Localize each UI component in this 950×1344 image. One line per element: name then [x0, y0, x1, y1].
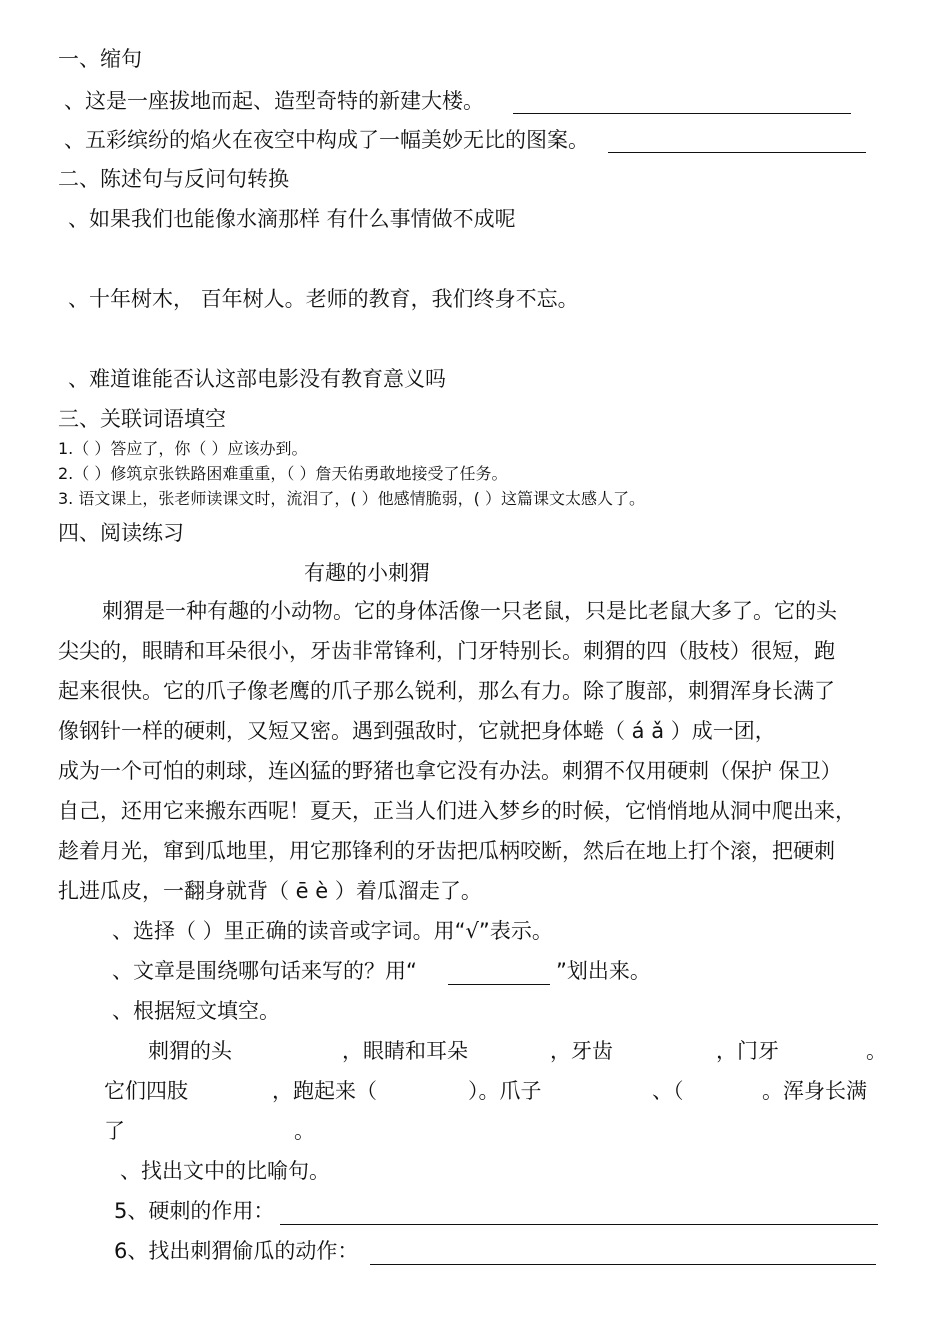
fill-text: ，眼睛和耳朵 [342, 1039, 468, 1063]
question-2-1: 、如果我们也能像水滴那样 有什么事情做不成呢 [68, 207, 516, 231]
section-2-heading: 二、陈述句与反问句转换 [58, 167, 289, 191]
fill-text: 刺猬的头 [148, 1039, 232, 1063]
passage-line: 刺猬是一种有趣的小动物。它的身体活像一只老鼠，只是比老鼠大多了。它的头 [102, 599, 837, 623]
answer-blank-1-1[interactable] [513, 113, 851, 114]
underline-sample [448, 984, 550, 985]
fill-text: 、（ [652, 1079, 684, 1103]
answer-blank-4-6[interactable] [370, 1264, 876, 1265]
question-1-1: 、这是一座拔地而起、造型奇特的新建大楼。 [64, 89, 484, 113]
passage-line: 趁着月光，窜到瓜地里，用它那锋利的牙齿把瓜柄咬断，然后在地上打个滚，把硬刺 [58, 839, 835, 863]
section-4-heading: 四、阅读练习 [58, 521, 184, 545]
passage-title: 有趣的小刺猬 [304, 561, 430, 585]
fill-text: ）。爪子 [468, 1079, 542, 1103]
question-4-1: 、选择（ ）里正确的读音或字词。用“√”表示。 [112, 919, 553, 943]
question-2-2: 、十年树木， 百年树人。老师的教育，我们终身不忘。 [68, 287, 579, 311]
passage-line: 尖尖的，眼睛和耳朵很小，牙齿非常锋利，门牙特别长。刺猬的四（肢枝）很短，跑 [58, 639, 835, 663]
question-4-2-end: ”划出来。 [556, 959, 651, 983]
question-4-3: 、根据短文填空。 [112, 999, 280, 1023]
question-4-5: 5、硬刺的作用： [114, 1199, 275, 1223]
fill-text: 它们四肢 [104, 1079, 188, 1103]
fill-text: ，牙齿 [550, 1039, 613, 1063]
question-2-3: 、难道谁能否认这部电影没有教育意义吗 [68, 367, 446, 391]
section-1-heading: 一、缩句 [58, 47, 142, 71]
question-3-2: 2.（ ）修筑京张铁路困难重重，（ ）詹天佑勇敢地接受了任务。 [58, 464, 508, 483]
passage-line: 扎进瓜皮，一翻身就背（ ē è ）着瓜溜走了。 [58, 879, 482, 903]
section-3-heading: 三、关联词语填空 [58, 407, 226, 431]
question-1-2: 、五彩缤纷的焰火在夜空中构成了一幅美妙无比的图案。 [64, 128, 589, 152]
passage-line: 自己，还用它来搬东西呢！夏天，正当人们进入梦乡的时候，它悄悄地从洞中爬出来， [58, 799, 856, 823]
question-3-3: 3. 语文课上，张老师读课文时，流泪了，( ）他感情脆弱，( ）这篇课文太感人了。 [58, 489, 646, 508]
passage-line: 成为一个可怕的刺球，连凶猛的野猪也拿它没有办法。刺猬不仅用硬刺（保护 保卫） [58, 759, 842, 783]
question-4-2-start: 、文章是围绕哪句话来写的？用“ [112, 959, 417, 983]
fill-text: 了 [104, 1119, 125, 1143]
question-3-1: 1.（ ）答应了，你（ ）应该办到。 [58, 439, 308, 458]
fill-text: 。 [866, 1039, 887, 1063]
fill-text: 。浑身长满 [762, 1079, 867, 1103]
fill-text: ，门牙 [716, 1039, 779, 1063]
fill-text: 。 [294, 1119, 315, 1143]
answer-blank-4-5[interactable] [280, 1224, 878, 1225]
answer-blank-1-2[interactable] [608, 152, 866, 153]
question-4-4: 、找出文中的比喻句。 [120, 1159, 330, 1183]
passage-line: 起来很快。它的爪子像老鹰的爪子那么锐利，那么有力。除了腹部，刺猬浑身长满了 [58, 679, 835, 703]
fill-text: ，跑起来（ [272, 1079, 377, 1103]
question-4-6: 6、找出刺猬偷瓜的动作： [114, 1239, 359, 1263]
passage-line: 像钢针一样的硬刺，又短又密。遇到强敌时，它就把身体蜷（ á ǎ ）成一团， [58, 719, 776, 743]
